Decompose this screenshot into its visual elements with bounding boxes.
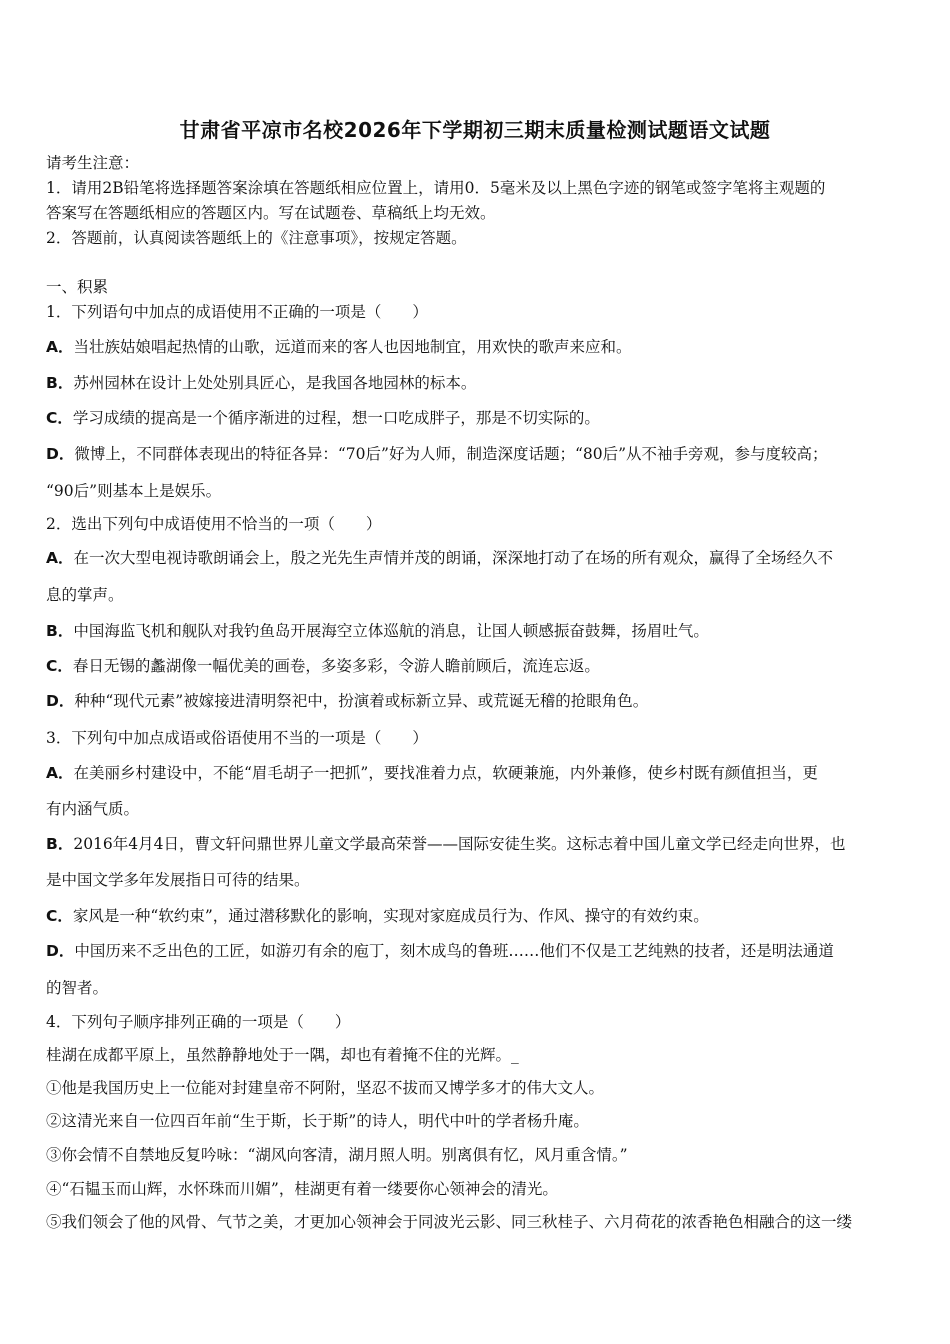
sentence-item: ③你会情不自禁地反复吟咏：“湖风向客清，湖月照人明。别离俱有忆，风月重含情。” <box>46 1146 628 1164</box>
sentence-item: ④“石韫玉而山辉，水怀珠而川媚”，桂湖更有着一缕要你心领神会的清光。 <box>46 1180 558 1198</box>
option-text: 微博上，不同群体表现出的特征各异：“70后”好为人师，制造深度话题；“80后”从不袖手旁观，参与度较高； <box>74 445 828 463</box>
option-b <box>46 833 912 855</box>
question-stem: 1．下列语句中加点的成语使用不正确的一项是（ ） <box>46 303 428 321</box>
option-text: 苏州园林在设计上处处别具匠心，是我国各地园林的标本。 <box>73 374 477 392</box>
option-text: 种种“现代元素”被嫁接进清明祭祀中，扮演着或标新立异、或荒诞无稽的抢眼角色。 <box>74 692 649 710</box>
option-label: B． <box>46 835 74 853</box>
option-label: A． <box>46 338 74 356</box>
question-stem: 4．下列句子顺序排列正确的一项是（ ） <box>46 1013 351 1031</box>
option-a-continued: 有内涵气质。 <box>46 800 140 818</box>
option-label: B． <box>46 622 74 640</box>
option-a <box>46 762 912 784</box>
option-text: 春日无锡的蠡湖像一幅优美的画卷，多姿多彩，令游人瞻前顾后，流连忘返。 <box>72 657 600 675</box>
section-heading: 一、积累 <box>46 278 109 296</box>
option-d <box>46 443 912 465</box>
option-a <box>46 547 912 569</box>
option-d-continued: “90后”则基本上是娱乐。 <box>46 482 222 500</box>
option-d <box>46 940 912 962</box>
notice-item: 答案写在答题纸相应的答题区内。写在试题卷、草稿纸上均无效。 <box>46 204 496 222</box>
passage-intro: 桂湖在成都平原上，虽然静静地处于一隅，却也有着掩不住的光辉。_ <box>46 1046 519 1064</box>
option-d-continued: 的智者。 <box>46 979 109 997</box>
sentence-item: ①他是我国历史上一位能对封建皇帝不阿附，坚忍不拔而又博学多才的伟大文人。 <box>46 1079 605 1097</box>
option-label: D． <box>46 692 75 710</box>
option-label: A． <box>46 549 74 567</box>
option-text: 在一次大型电视诗歌朗诵会上，殷之光先生声情并茂的朗诵，深深地打动了在场的所有观众，赢得了全场经久不 <box>73 549 834 567</box>
page-title: 甘肃省平凉市名校2026年下学期初三期末质量检测试题语文试题 <box>179 118 771 142</box>
question-stem: 3．下列句中加点成语或俗语使用不当的一项是（ ） <box>46 729 428 747</box>
option-b <box>46 620 912 642</box>
option-text: 中国海监飞机和舰队对我钓鱼岛开展海空立体巡航的消息，让国人顿感振奋鼓舞，扬眉吐气。 <box>73 622 709 640</box>
notice-heading: 请考生注意： <box>46 154 140 172</box>
option-b <box>46 372 912 394</box>
option-label: A． <box>46 764 74 782</box>
option-text: 学习成绩的提高是一个循序渐进的过程，想一口吃成胖子，那是不切实际的。 <box>72 409 600 427</box>
option-text: 中国历来不乏出色的工匠，如游刃有余的庖丁，刻木成鸟的鲁班……他们不仅是工艺纯熟的技者，还是明法通道 <box>74 942 834 960</box>
option-label: C． <box>46 409 73 427</box>
option-text: 当壮族姑娘唱起热情的山歌，远道而来的客人也因地制宜，用欢快的歌声来应和。 <box>73 338 632 356</box>
option-label: C． <box>46 657 73 675</box>
notice-item: 2．答题前，认真阅读答题纸上的《注意事项》，按规定答题。 <box>46 229 467 247</box>
question-stem: 2．选出下列句中成语使用不恰当的一项（ ） <box>46 515 382 533</box>
notice-item: 1．请用2B铅笔将选择题答案涂填在答题纸相应位置上，请用0．5毫米及以上黑色字迹的钢笔或签字笔将主观题的 <box>46 179 826 197</box>
option-d <box>46 690 912 712</box>
sentence-item: ⑤我们领会了他的风骨、气节之美，才更加心领神会于同波光云影、同三秋桂子、六月荷花的浓香艳色相融合的这一缕 <box>46 1213 853 1231</box>
option-a <box>46 336 912 358</box>
option-b-continued: 是中国文学多年发展指日可待的结果。 <box>46 871 310 889</box>
option-label: D． <box>46 445 75 463</box>
option-label: B． <box>46 374 74 392</box>
option-c <box>46 905 912 927</box>
option-text: 2016年4月4日，曹文轩问鼎世界儿童文学最高荣誉——国际安徒生奖。这标志着中国儿童文学已经走向世界，也 <box>73 835 846 853</box>
option-c <box>46 407 912 429</box>
option-a-continued: 息的掌声。 <box>46 586 124 604</box>
option-label: D． <box>46 942 75 960</box>
option-c <box>46 655 912 677</box>
option-text: 家风是一种“软约束”，通过潜移默化的影响，实现对家庭成员行为、作风、操守的有效约束。 <box>72 907 709 925</box>
sentence-item: ②这清光来自一位四百年前“生于斯，长于斯”的诗人，明代中叶的学者杨升庵。 <box>46 1112 589 1130</box>
option-text: 在美丽乡村建设中，不能“眉毛胡子一把抓”，要找准着力点，软硬兼施，内外兼修，使乡村既有颜值担当，更 <box>73 764 818 782</box>
option-label: C． <box>46 907 73 925</box>
